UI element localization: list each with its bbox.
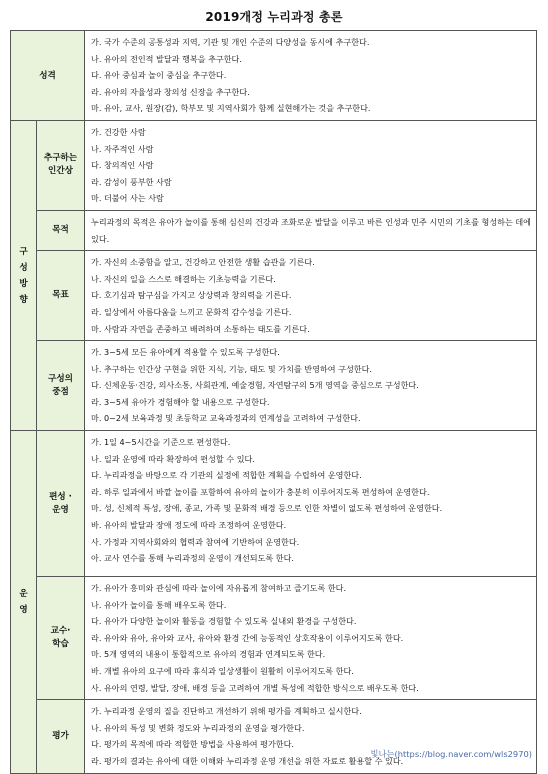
list-item: 나. 유아의 특성 및 변화 정도와 누리과정의 운영을 평가한다. [91, 722, 305, 733]
label-guseong-jungjeom [37, 341, 85, 431]
label-chuguhaneun-inganssang [37, 120, 85, 210]
label-line: 운영 [52, 504, 69, 515]
label-line: 구성의 [48, 373, 73, 384]
row-chuguhaneun [11, 120, 537, 210]
list-item: 다. 유아 중심과 놀이 중심을 추구한다. [91, 70, 227, 81]
label-pyeonseong-unyeong [37, 431, 85, 577]
label-mokpyo: 목표 [37, 251, 85, 341]
list-item: 마. 5개 영역의 내용이 통합적으로 유아의 경험과 연계되도록 한다. [91, 649, 326, 660]
row-pyeonseong [11, 431, 537, 577]
list-item: 라. 하루 일과에서 바깥 놀이를 포함하여 유아의 놀이가 충분히 이루어지도록 편성하여 운영한다. [91, 486, 430, 497]
label-gusong-banghyang [11, 120, 37, 430]
list-item: 라. 유아의 자율성과 창의성 신장을 추구한다. [91, 86, 250, 97]
content-seonggyeok [85, 31, 537, 121]
label-char: 방 [19, 278, 28, 289]
label-char: 향 [19, 294, 28, 305]
row-mokjeok [11, 210, 537, 250]
label-line: 추구하는 [43, 153, 78, 164]
label-line: 교수· [50, 626, 71, 637]
list-item: 다. 평가의 목적에 따라 적합한 방법을 사용하여 평가한다. [91, 739, 294, 750]
label-char: 영 [19, 604, 28, 615]
list-item: 마. 더불어 사는 사람 [91, 193, 164, 204]
list-item: 다. 호기심과 탐구심을 가지고 상상력과 창의력을 기른다. [91, 290, 292, 301]
list-item: 사. 유아의 연령, 발달, 장애, 배경 등을 고려하여 개별 특성에 적합한 방식으로 배우도록 한다. [91, 682, 419, 693]
list-item: 다. 누리과정을 바탕으로 각 기관의 실정에 적합한 계획을 수립하여 운영한다. [91, 470, 362, 481]
list-item: 라. 유아와 유아, 유아와 교사, 유아와 환경 간에 능동적인 상호작용이 이루어지도록 한다. [91, 632, 404, 643]
list-item: 가. 건강한 사람 [91, 126, 146, 137]
row-gyosu [11, 577, 537, 700]
list-item: 아. 교사 연수를 통해 누리과정의 운영이 개선되도록 한다. [91, 553, 294, 564]
list-item: 가. 유아가 흥미와 관심에 따라 놀이에 자유롭게 참여하고 즐기도록 한다. [91, 583, 347, 594]
label-char: 운 [19, 588, 28, 599]
list-item: 다. 유아가 다양한 놀이와 활동을 경험할 수 있도록 실내외 환경을 구성한다. [91, 616, 357, 627]
list-item: 나. 자신의 일을 스스로 해결하는 기초능력을 기른다. [91, 273, 276, 284]
list-item: 가. 누리과정 운영의 질을 진단하고 개선하기 위해 평가를 계획하고 실시한다. [91, 706, 362, 717]
label-line: 중점 [52, 386, 69, 397]
list-item: 나. 자주적인 사람 [91, 143, 154, 154]
list-item: 가. 국가 수준의 공통성과 지역, 기관 및 개인 수준의 다양성을 동시에 추구한다. [91, 37, 370, 47]
content-gyosu [85, 577, 537, 700]
label-char: 구 [19, 246, 28, 257]
content-mokpyo [85, 251, 537, 341]
content-pyeonseong [85, 431, 537, 577]
list-item: 다. 신체운동·건강, 의사소통, 사회관계, 예술경험, 자연탐구의 5개 영역을 중심으로 구성한다. [91, 380, 419, 391]
list-item: 마. 유아, 교사, 원장(감), 학부모 및 지역사회가 함께 실현해가는 것을 추구한다. [91, 103, 371, 114]
content-mokjeok [85, 210, 537, 250]
row-mokpyo [11, 251, 537, 341]
label-line: 학습 [52, 639, 69, 650]
list-item: 나. 유아의 전인적 발달과 행복을 추구한다. [91, 53, 242, 64]
purpose-text: 누리과정의 목적은 유아가 놀이를 통해 심신의 건강과 조화로운 발달을 이루고 바른 인성과 민주 시민의 기초를 형성하는 데에 있다. [91, 216, 531, 244]
list-item: 라. 일상에서 아름다움을 느끼고 문화적 감수성을 기른다. [91, 306, 292, 317]
content-pyeongga [85, 700, 537, 773]
blog-credit: 빛나는(https://blog.naver.com/wls2970) [370, 749, 532, 759]
list-item: 마. 성, 신체적 특성, 장애, 종교, 가족 및 문화적 배경 등으로 인한 차별이 없도록 편성하여 운영한다. [91, 503, 443, 514]
label-char: 성 [19, 262, 28, 273]
list-item: 바. 유아의 발달과 장애 정도에 따라 조정하여 운영한다. [91, 520, 287, 531]
list-item: 가. 3~5세 모든 유아에게 적용할 수 있도록 구성한다. [91, 347, 280, 358]
label-line: 편성 · [49, 491, 72, 502]
label-mokjeok: 목적 [37, 210, 85, 250]
row-jungjeom [11, 341, 537, 431]
content-jungjeom [85, 341, 537, 431]
label-gyosu-hakseup [37, 577, 85, 700]
list-item: 나. 추구하는 인간상 구현을 위한 지식, 기능, 태도 및 가치를 반영하여 구성한다. [91, 363, 372, 374]
list-item: 라. 감성이 풍부한 사람 [91, 176, 172, 187]
list-item: 가. 자신의 소중함을 알고, 건강하고 안전한 생활 습관을 기른다. [91, 257, 315, 268]
list-item: 라. 평가의 결과는 유아에 대한 이해와 누리과정 운영 개선을 위한 자료로 활용할 수 있다. [91, 756, 404, 766]
list-item: 나. 일과 운영에 따라 확장하여 편성할 수 있다. [91, 453, 255, 464]
list-item: 바. 개별 유아의 요구에 따라 휴식과 일상생활이 원활히 이루어지도록 한다. [91, 666, 354, 677]
list-item: 마. 사람과 자연을 존중하고 배려하며 소통하는 태도를 기른다. [91, 323, 310, 334]
curriculum-table [10, 30, 537, 774]
list-item: 마. 0~2세 보육과정 및 초등학교 교육과정과의 연계성을 고려하여 구성한다. [91, 413, 361, 424]
content-chuguhaneun [85, 120, 537, 210]
label-unyeong [11, 431, 37, 774]
page-title: 2019개정 누리과정 총론 [205, 10, 343, 24]
row-seonggyeok [11, 31, 537, 121]
label-line: 인간상 [48, 166, 73, 177]
label-pyeongga: 평가 [37, 700, 85, 773]
label-seonggyeok: 성격 [11, 31, 85, 121]
row-pyeongga [11, 700, 537, 773]
list-item: 가. 1일 4~5시간을 기준으로 편성한다. [91, 437, 231, 448]
list-item: 나. 유아가 놀이를 통해 배우도록 한다. [91, 599, 227, 610]
list-item: 사. 가정과 지역사회와의 협력과 참여에 기반하여 운영한다. [91, 536, 300, 547]
list-item: 다. 창의적인 사람 [91, 160, 154, 171]
list-item: 라. 3~5세 유아가 경험해야 할 내용으로 구성한다. [91, 396, 270, 407]
